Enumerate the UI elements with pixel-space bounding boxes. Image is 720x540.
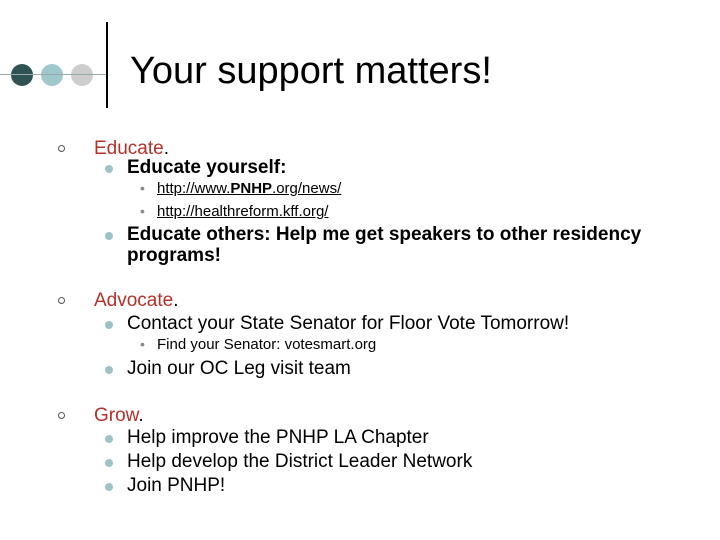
item-district-leader: Help develop the District Leader Network [127,451,473,472]
decor-horizontal-line [0,74,106,75]
section-heading-period: . [173,290,179,311]
item-educate-yourself: Educate yourself: [127,157,287,178]
section-heading-text: Educate [94,138,164,159]
item-contact-senator: Contact your State Senator for Floor Vote Tomorrow! [127,313,570,334]
bullet-dot-icon [105,165,113,173]
section-heading-grow [94,406,144,426]
sub-bullet-icon: • [140,180,145,196]
section-heading-period: . [163,138,170,159]
decor-dot-mid [41,64,63,86]
link-pnhp-news[interactable] [157,181,341,197]
item-oc-leg-team: Join our OC Leg visit team [127,358,351,379]
bullet-dot-icon [105,459,113,467]
item-educate-others-line2: programs! [127,245,221,266]
ring-bullet-icon [58,412,65,419]
bullet-dot-icon [105,366,113,374]
sub-bullet-icon: • [140,336,145,352]
item-improve-chapter: Help improve the PNHP LA Chapter [127,427,429,448]
link-healthreform[interactable] [157,204,328,220]
section-heading-text: Advocate [94,290,174,311]
decor-dot-light [71,64,93,86]
slide-title: Your support matters! [130,50,492,92]
decor-vertical-line [106,22,108,108]
ring-bullet-icon [58,297,65,304]
section-heading-advocate [94,291,179,311]
link-prefix: http://www. [157,180,231,197]
section-heading-educate [94,139,169,159]
decor-dot-dark [11,64,33,86]
section-heading-text: Grow [94,405,139,426]
item-join-pnhp: Join PNHP! [127,475,226,496]
sub-bullet-icon: • [140,203,145,219]
item-educate-others-line1: Educate others: Help me get speakers to other residency [127,224,642,245]
bullet-dot-icon [105,232,113,240]
section-heading-period: . [138,405,144,426]
link-pnhp-news-anchor[interactable] [157,180,341,197]
item-find-senator: Find your Senator: votesmart.org [157,336,377,353]
link-healthreform-anchor[interactable]: http://healthreform.kff.org/ [157,203,329,220]
bullet-dot-icon [105,435,113,443]
bullet-dot-icon [105,483,113,491]
link-bold: PNHP [230,180,273,197]
link-suffix: .org/news/ [272,180,342,197]
bullet-dot-icon [105,321,113,329]
ring-bullet-icon [58,145,65,152]
